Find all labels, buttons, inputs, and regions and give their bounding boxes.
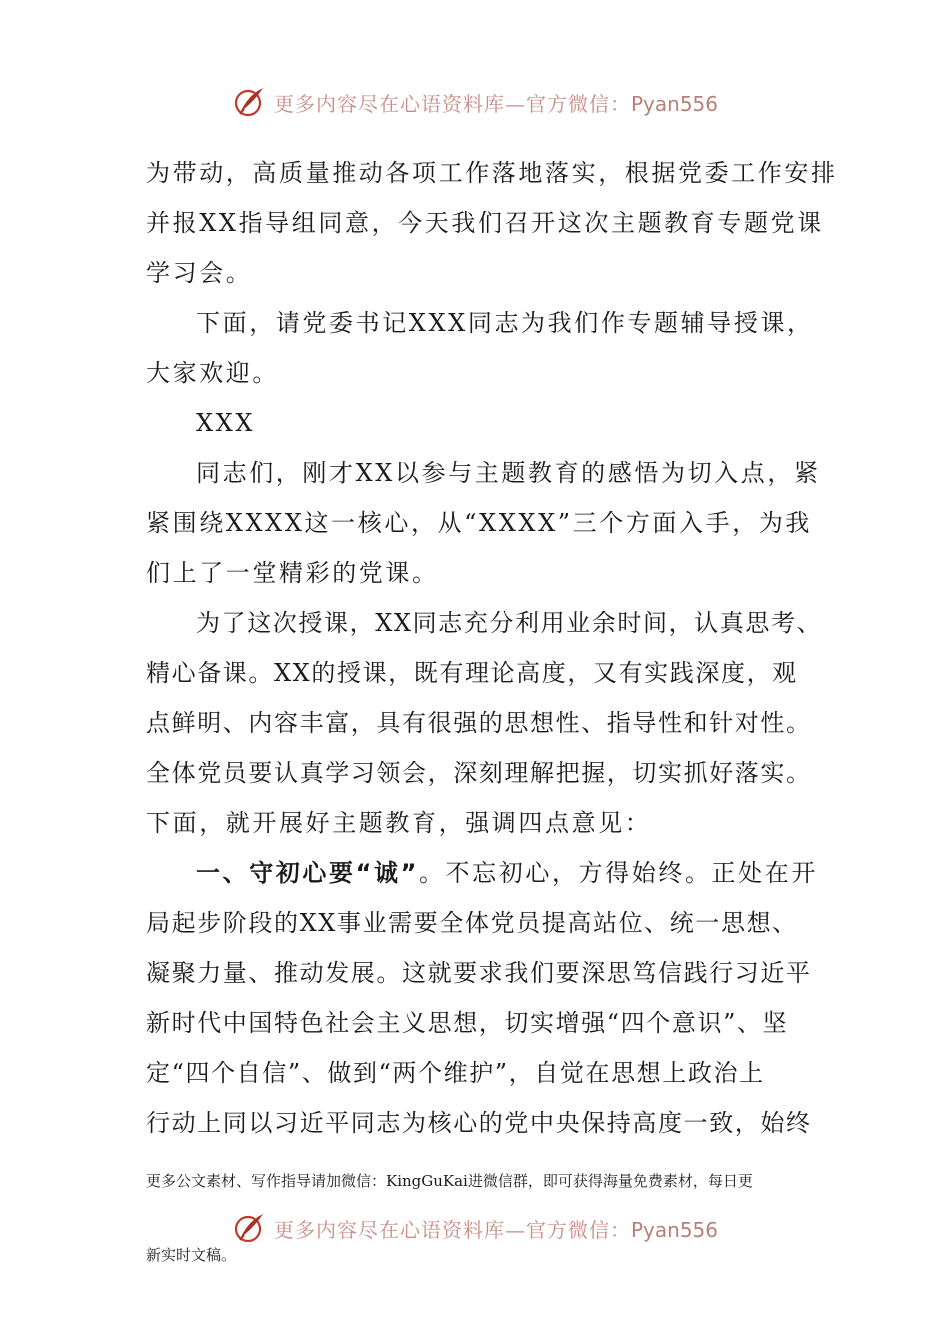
section-heading: 一、守初心要“诚”: [196, 859, 419, 887]
paragraph-line: 并报XX指导组同意，今天我们召开这次主题教育专题党课: [146, 209, 824, 237]
paragraph-line: 行动上同以习近平同志为核心的党中央保持高度一致，始终: [146, 1109, 812, 1137]
footer-note: 更多公文素材、写作指导请加微信：KingGuKai进微信群，即可获得海量免费素材，每日更: [146, 1172, 753, 1190]
watermark-group: [232, 1211, 718, 1245]
paragraph-line: 下面，请党委书记XXX同志为我们作专题辅导授课，: [196, 309, 814, 337]
paragraph-line: 为了这次授课，XX同志充分利用业余时间，认真思考、: [196, 609, 823, 637]
paragraph-line: 下面，就开展好主题教育，强调四点意见：: [146, 809, 652, 837]
paragraph-line: 为带动，高质量推动各项工作落地落实，根据党委工作安排: [146, 159, 838, 187]
paragraph-line: 全体党员要认真学习领会，深刻理解把握，切实抓好落实。: [146, 759, 812, 787]
paragraph-line: 大家欢迎。: [146, 359, 279, 387]
watermark-text: 更多内容尽在心语资料库—官方微信：Pyan556: [273, 1217, 718, 1242]
paragraph-line: 们上了一堂精彩的党课。: [146, 559, 439, 587]
paragraph-line: 新时代中国特色社会主义思想，切实增强“四个意识”、坚: [146, 1009, 789, 1037]
paragraph-line: 定“四个自信”、做到“两个维护”，自觉在思想上政治上: [146, 1059, 765, 1087]
footer-note-continued: 新实时文稿。: [146, 1246, 237, 1264]
paragraph-line: 同志们，刚才XX以参与主题教育的感悟为切入点，紧: [196, 459, 821, 487]
watermark-wechat-id: Pyan556: [630, 1217, 718, 1242]
quill-pen-logo-icon: [232, 85, 266, 119]
paragraph-line: 凝聚力量、推动发展。这就要求我们要深思笃信践行习近平: [146, 959, 812, 987]
quill-pen-logo-icon: [232, 1211, 266, 1245]
watermark-footer: [0, 1208, 950, 1248]
paragraph-line: 局起步阶段的XX事业需要全体党员提高站位、统一思想、: [146, 909, 798, 937]
watermark-group: [232, 85, 718, 119]
paragraph-line: 学习会。: [146, 259, 253, 287]
watermark-header: [0, 82, 950, 122]
paragraph-line: 紧围绕XXXX这一核心，从“XXXX”三个方面入手，为我: [146, 509, 813, 537]
watermark-text: 更多内容尽在心语资料库—官方微信：Pyan556: [273, 91, 718, 116]
paragraph-line: 精心备课。XX的授课，既有理论高度，又有实践深度，观: [146, 659, 798, 687]
speaker-name: XXX: [196, 409, 256, 437]
section-heading-line: [146, 848, 818, 898]
paragraph-line: 点鲜明、内容丰富，具有很强的思想性、指导性和针对性。: [146, 709, 812, 737]
section-heading-rest: 。不忘初心，方得始终。正处在开: [418, 859, 818, 887]
watermark-wechat-id: Pyan556: [630, 91, 718, 116]
document-body: [146, 148, 838, 1148]
